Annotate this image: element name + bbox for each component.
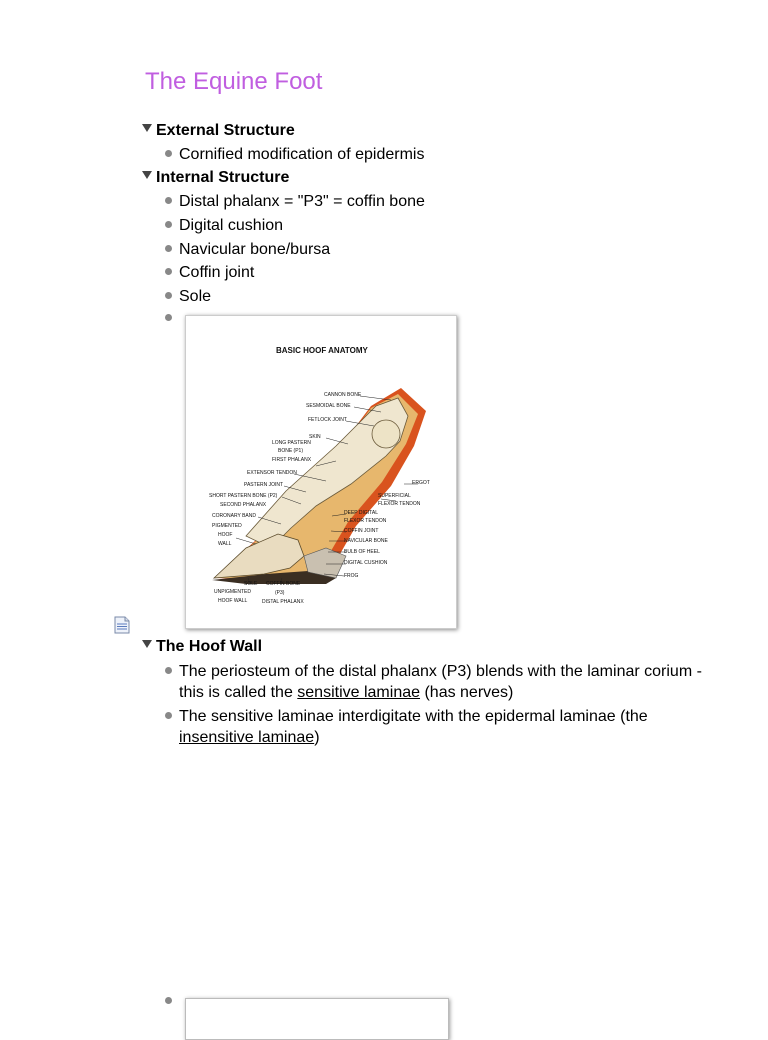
toggle-hoof-wall[interactable]	[142, 638, 262, 656]
label-coffin-joint: COFFIN JOINT	[344, 528, 379, 534]
label-coffin-bone: COFFIN BONE	[266, 581, 301, 587]
sesamoid-shape	[372, 420, 400, 448]
label-bone-p1: BONE (P1)	[278, 448, 304, 454]
label-hoof: HOOF	[218, 532, 233, 538]
label-long-pastern: LONG PASTERN	[272, 440, 311, 446]
list-item: Navicular bone/bursa	[165, 239, 330, 260]
hoof-anatomy-figure[interactable]	[185, 315, 457, 629]
section-heading: Internal Structure	[156, 169, 290, 186]
list-item: Coffin joint	[165, 262, 254, 283]
label-sesamoid: SESMOIDAL BONE	[306, 403, 351, 409]
bullet-icon	[165, 150, 172, 157]
toggle-external-structure[interactable]	[142, 122, 295, 140]
label-extensor: EXTENSOR TENDON	[247, 470, 297, 476]
triangle-down-icon[interactable]	[142, 640, 152, 648]
label-navicular: NAVICULAR BONE	[344, 538, 388, 544]
bullet-icon	[165, 997, 172, 1004]
label-ergot: ERGOT	[412, 480, 430, 486]
label-pigmented: PIGMENTED	[212, 523, 242, 529]
label-fetlock: FETLOCK JOINT	[308, 417, 347, 423]
bullet-icon	[165, 221, 172, 228]
section-heading: The Hoof Wall	[156, 638, 263, 655]
label-sole: SOLE	[244, 581, 258, 587]
bullet-icon	[165, 667, 172, 674]
bullet-icon	[165, 292, 172, 299]
page-title: The Equine Foot	[145, 68, 323, 95]
bullet-icon	[165, 268, 172, 275]
label-frog: FROG	[344, 573, 359, 579]
list-item-image	[165, 308, 179, 321]
list-item: The sensitive laminae interdigitate with the epidermal laminae (the insensitive laminae)	[165, 706, 710, 748]
label-flexor-tendon-2: FLEXOR TENDON	[344, 518, 387, 524]
bullet-icon	[165, 712, 172, 719]
label-deep-digital: DEEP DIGITAL	[344, 510, 378, 516]
triangle-down-icon[interactable]	[142, 171, 152, 179]
insensitive-laminae-term: insensitive laminae	[179, 729, 315, 746]
list-item: Digital cushion	[165, 215, 283, 236]
list-item: The periosteum of the distal phalanx (P3) blends with the laminar corium - this is called the sensitive laminae (has nerves)	[165, 661, 705, 703]
label-coronary: CORONARY BAND	[212, 513, 256, 519]
label-pastern-joint: PASTERN JOINT	[244, 482, 284, 488]
hoof-anatomy-diagram	[186, 316, 456, 628]
triangle-down-icon[interactable]	[142, 124, 152, 132]
label-p3: (P3)	[275, 590, 285, 596]
label-unpigmented: UNPIGMENTED	[214, 589, 251, 595]
list-item: Cornified modification of epidermis	[165, 144, 424, 165]
label-cushion: DIGITAL CUSHION	[344, 560, 388, 566]
label-hoof-wall: HOOF WALL	[218, 598, 248, 604]
label-second-phalanx: SECOND PHALANX	[220, 502, 267, 508]
sensitive-laminae-term: sensitive laminae	[297, 684, 421, 701]
label-distal-phalanx: DISTAL PHALANX	[262, 599, 304, 605]
label-first-phalanx: FIRST PHALANX	[272, 457, 312, 463]
section-heading: External Structure	[156, 122, 295, 139]
figure-title: BASIC HOOF ANATOMY	[276, 346, 368, 355]
label-flexor-tendon: FLEXOR TENDON	[378, 501, 421, 507]
label-cannon-bone: CANNON BONE	[324, 392, 362, 398]
document-icon[interactable]	[114, 616, 130, 634]
next-figure-frame[interactable]	[185, 998, 449, 1040]
label-bulb: BULB OF HEEL	[344, 549, 380, 555]
list-item-image	[165, 991, 179, 1004]
label-wall: WALL	[218, 541, 232, 547]
toggle-internal-structure[interactable]	[142, 169, 289, 187]
label-short-pastern: SHORT PASTERN BONE (P2)	[209, 493, 278, 499]
label-skin: SKIN	[309, 434, 321, 440]
label-superficial: SUPERFICIAL	[378, 493, 411, 499]
bullet-icon	[165, 314, 172, 321]
bullet-icon	[165, 197, 172, 204]
list-item: Distal phalanx = "P3" = coffin bone	[165, 191, 425, 212]
list-item: Sole	[165, 286, 211, 307]
bullet-icon	[165, 245, 172, 252]
